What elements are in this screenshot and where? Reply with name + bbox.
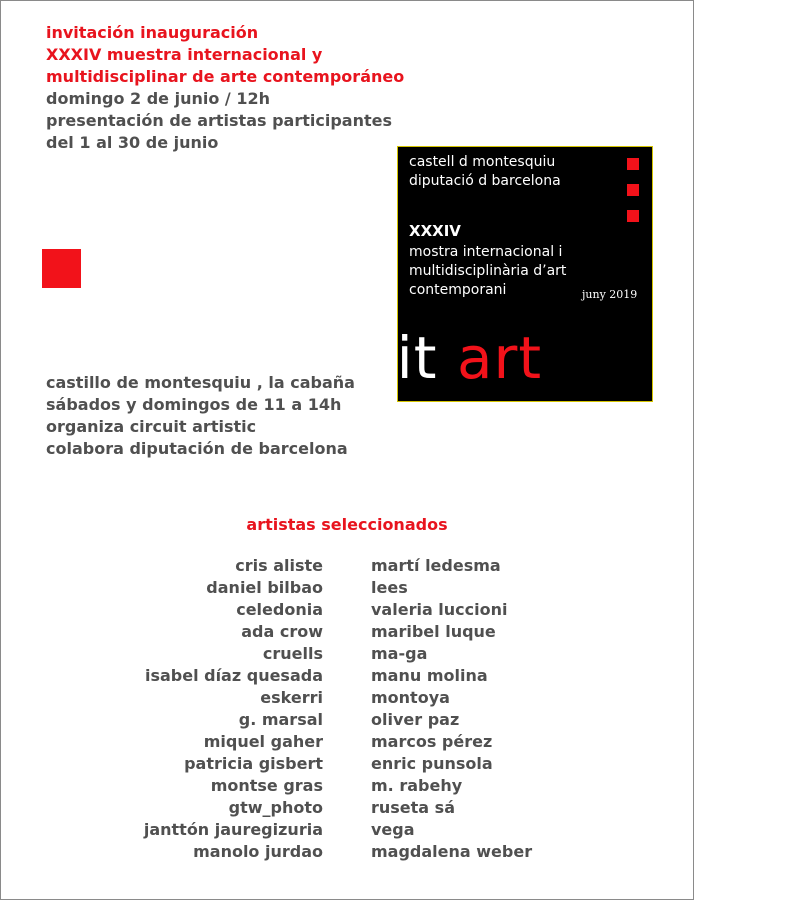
venue-organizer: organiza circuit artistic (46, 417, 257, 436)
poster-red-square-3 (627, 210, 639, 222)
poster-title-line-2: multidisciplinària d’art (409, 263, 567, 279)
artist-name: valeria luccioni (371, 600, 508, 619)
artist-name: maribel luque (371, 622, 496, 641)
artist-name: patricia gisbert (184, 754, 323, 773)
artist-name: enric punsola (371, 754, 493, 773)
artists-heading: artistas seleccionados (246, 515, 448, 534)
poster-title (409, 243, 566, 300)
circuit-art-logo (326, 324, 798, 392)
artist-name: manu molina (371, 666, 488, 685)
artist-name: eskerri (260, 688, 323, 707)
artist-name: cruells (262, 644, 323, 663)
venue-location: castillo de montesquiu , la cabaña (46, 373, 355, 392)
artist-name: vega (371, 820, 415, 839)
poster-line-castell: castell d montesquiu (409, 154, 556, 170)
artist-name: cris aliste (235, 556, 323, 575)
artist-name: ma-ga (371, 644, 428, 663)
invitation-block (46, 22, 404, 154)
artist-name: m. rabehy (371, 776, 463, 795)
invitation-line: invitación inauguración (46, 23, 259, 42)
poster-organizers (409, 153, 561, 191)
artists-right-column (371, 555, 532, 863)
venue-collaborator: colabora diputación de barcelona (46, 439, 348, 458)
artist-name: janttón jauregizuria (143, 820, 323, 839)
artist-name: lees (371, 578, 408, 597)
exhibition-poster (326, 146, 653, 402)
artist-name: celedonia (236, 600, 323, 619)
artist-name: magdalena weber (371, 842, 533, 861)
artist-name: marcos pérez (371, 732, 493, 751)
poster-edition: XXXIV (409, 222, 461, 240)
artist-name: ruseta sá (371, 798, 455, 817)
artist-name: oliver paz (371, 710, 460, 729)
artist-name: martí ledesma (371, 556, 501, 575)
event-title-line-2: multidisciplinar de arte contemporáneo (46, 67, 405, 86)
event-date: domingo 2 de junio / 12h (46, 89, 270, 108)
event-duration: del 1 al 30 de junio (46, 133, 219, 152)
poster-red-square-1 (627, 158, 639, 170)
event-title-line-1: XXXIV muestra internacional y (46, 45, 323, 64)
red-square-decoration (42, 249, 81, 288)
poster-line-diputacio: diputació d barcelona (409, 173, 561, 189)
venue-block (46, 372, 355, 460)
artist-name: gtw_photo (228, 798, 323, 817)
poster-title-line-3: contemporani (409, 282, 507, 298)
logo-white-text: cuit (326, 324, 457, 392)
artist-name: ada crow (241, 622, 323, 641)
logo-red-text: art (456, 324, 543, 392)
venue-hours: sábados y domingos de 11 a 14h (46, 395, 342, 414)
artist-name: daniel bilbao (206, 578, 323, 597)
artists-left-column (144, 555, 323, 863)
artist-name: miquel gaher (203, 732, 323, 751)
artist-name: manolo jurdao (193, 842, 323, 861)
artist-name: montse gras (210, 776, 323, 795)
event-presentation: presentación de artistas participantes (46, 111, 392, 130)
poster-red-square-2 (627, 184, 639, 196)
artist-name: g. marsal (238, 710, 323, 729)
poster-date: juny 2019 (582, 288, 638, 301)
artist-name: montoya (371, 688, 450, 707)
artist-name: isabel díaz quesada (144, 666, 323, 685)
poster-title-line-1: mostra internacional i (409, 244, 563, 260)
